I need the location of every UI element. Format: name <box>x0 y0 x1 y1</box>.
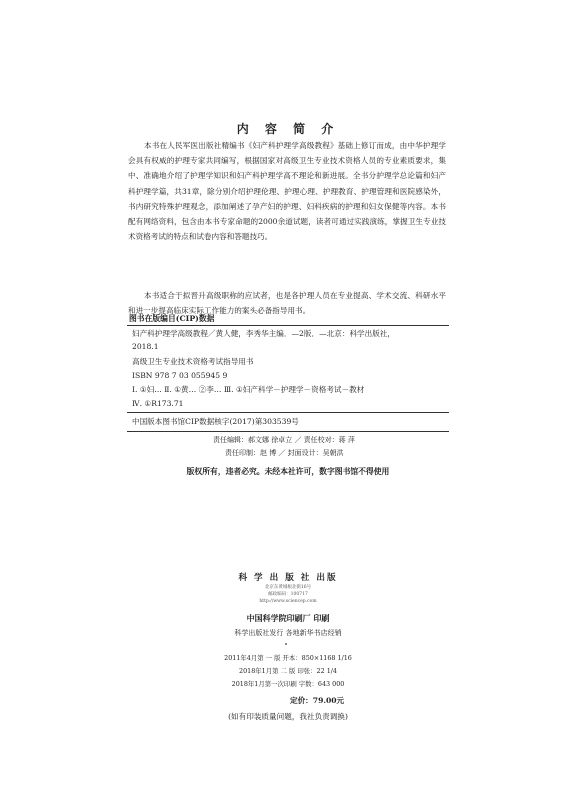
cip-line-2: 2018.1 <box>132 342 159 351</box>
edition-row-1: 2011年4月第 一 版 开本：850×1168 1/16 <box>224 654 352 662</box>
summary-title: 内 容 简 介 <box>236 122 340 136</box>
summary-paragraph-2: 本书适合于拟晋升高级职称的应试者，也是各护理人员在专业提高、学术交流、科研水平和进一步提高临床实际工作能力的案头必备指导用书。 <box>128 291 446 316</box>
cip-number: 中国版本图书馆CIP数据核字(2017)第303539号 <box>132 417 299 426</box>
publisher-postcode: 邮政编码：100717 <box>268 592 308 597</box>
cip-bottom-rule <box>127 412 449 413</box>
cip-heading: 图书在版编目(CIP)数据 <box>129 314 215 323</box>
edition-row-3: 2018年1月第一次印刷 字数：643 000 <box>231 680 345 688</box>
quality-note: (如有印装质量问题，我社负责调换) <box>228 712 348 721</box>
edition-row-2: 2018年1月第 二 版 印张：22 1/4 <box>239 667 337 675</box>
cip-line-1: 妇产科护理学高级教程／黄人健，李秀华主编．—2版．—北京：科学出版社， <box>132 329 396 338</box>
cip-line-4: ISBN 978 7 03 055945 9 <box>132 371 228 380</box>
publisher-url: http://www.sciencep.com <box>259 599 317 604</box>
printer-line: 中国科学院印刷厂 印刷 <box>246 613 330 623</box>
rights-statement: 版权所有，违者必究。未经本社许可，数字图书馆不得使用 <box>186 467 390 476</box>
publisher-address: 北京东黄城根北街16号 <box>264 585 312 590</box>
price: 定价：79.00元 <box>290 696 345 705</box>
publisher-name: 科 学 出 版 社 出版 <box>238 573 338 583</box>
editor-credits: 责任编辑：郝文娜 徐卓立 ／ 责任校对：蒋 萍 <box>213 436 355 444</box>
separator-dot <box>285 643 287 645</box>
cip-line-5: Ⅰ. ①妇… Ⅱ. ①黄… ②李… Ⅲ. ①妇产科学－护理学－资格考试－教材 <box>132 385 365 394</box>
production-credits: 责任印制：赵 博 ／ 封面设计：吴朝洪 <box>225 449 344 457</box>
distribution-line: 科学出版社发行 各地新华书店经销 <box>234 629 342 637</box>
summary-paragraph-1: 本书在人民军医出版社精编书《妇产科护理学高级教程》基础上修订而成，由中华护理学会具有权威的护理专家共同编写，根据国家对高级卫生专业技术资格人员的专业素质要求，集中、准确地介绍了护理学知识和妇产科护理学高不理论和新进展。全书分护理学总论篇和妇产科护理学篇，共31章，除分别介绍护理伦理、护理心理、护理教育、护理管理和医院感染外，书内研究特殊护理观念，添加阐述了孕产妇的护理、妇科疾病的护理和妇女保健等内容。本书配有网络资料，包含由本书专家命题的2000余道试题，读者可通过实践演练，掌握卫生专业技术资格考试的特点和试卷内容和答题技巧。 <box>128 141 446 242</box>
cip-line-6: Ⅳ. ①R173.71 <box>132 399 184 408</box>
cip-top-rule <box>127 325 449 326</box>
cip-end-rule <box>127 431 449 432</box>
cip-line-3: 高级卫生专业技术资格考试指导用书 <box>132 357 254 366</box>
